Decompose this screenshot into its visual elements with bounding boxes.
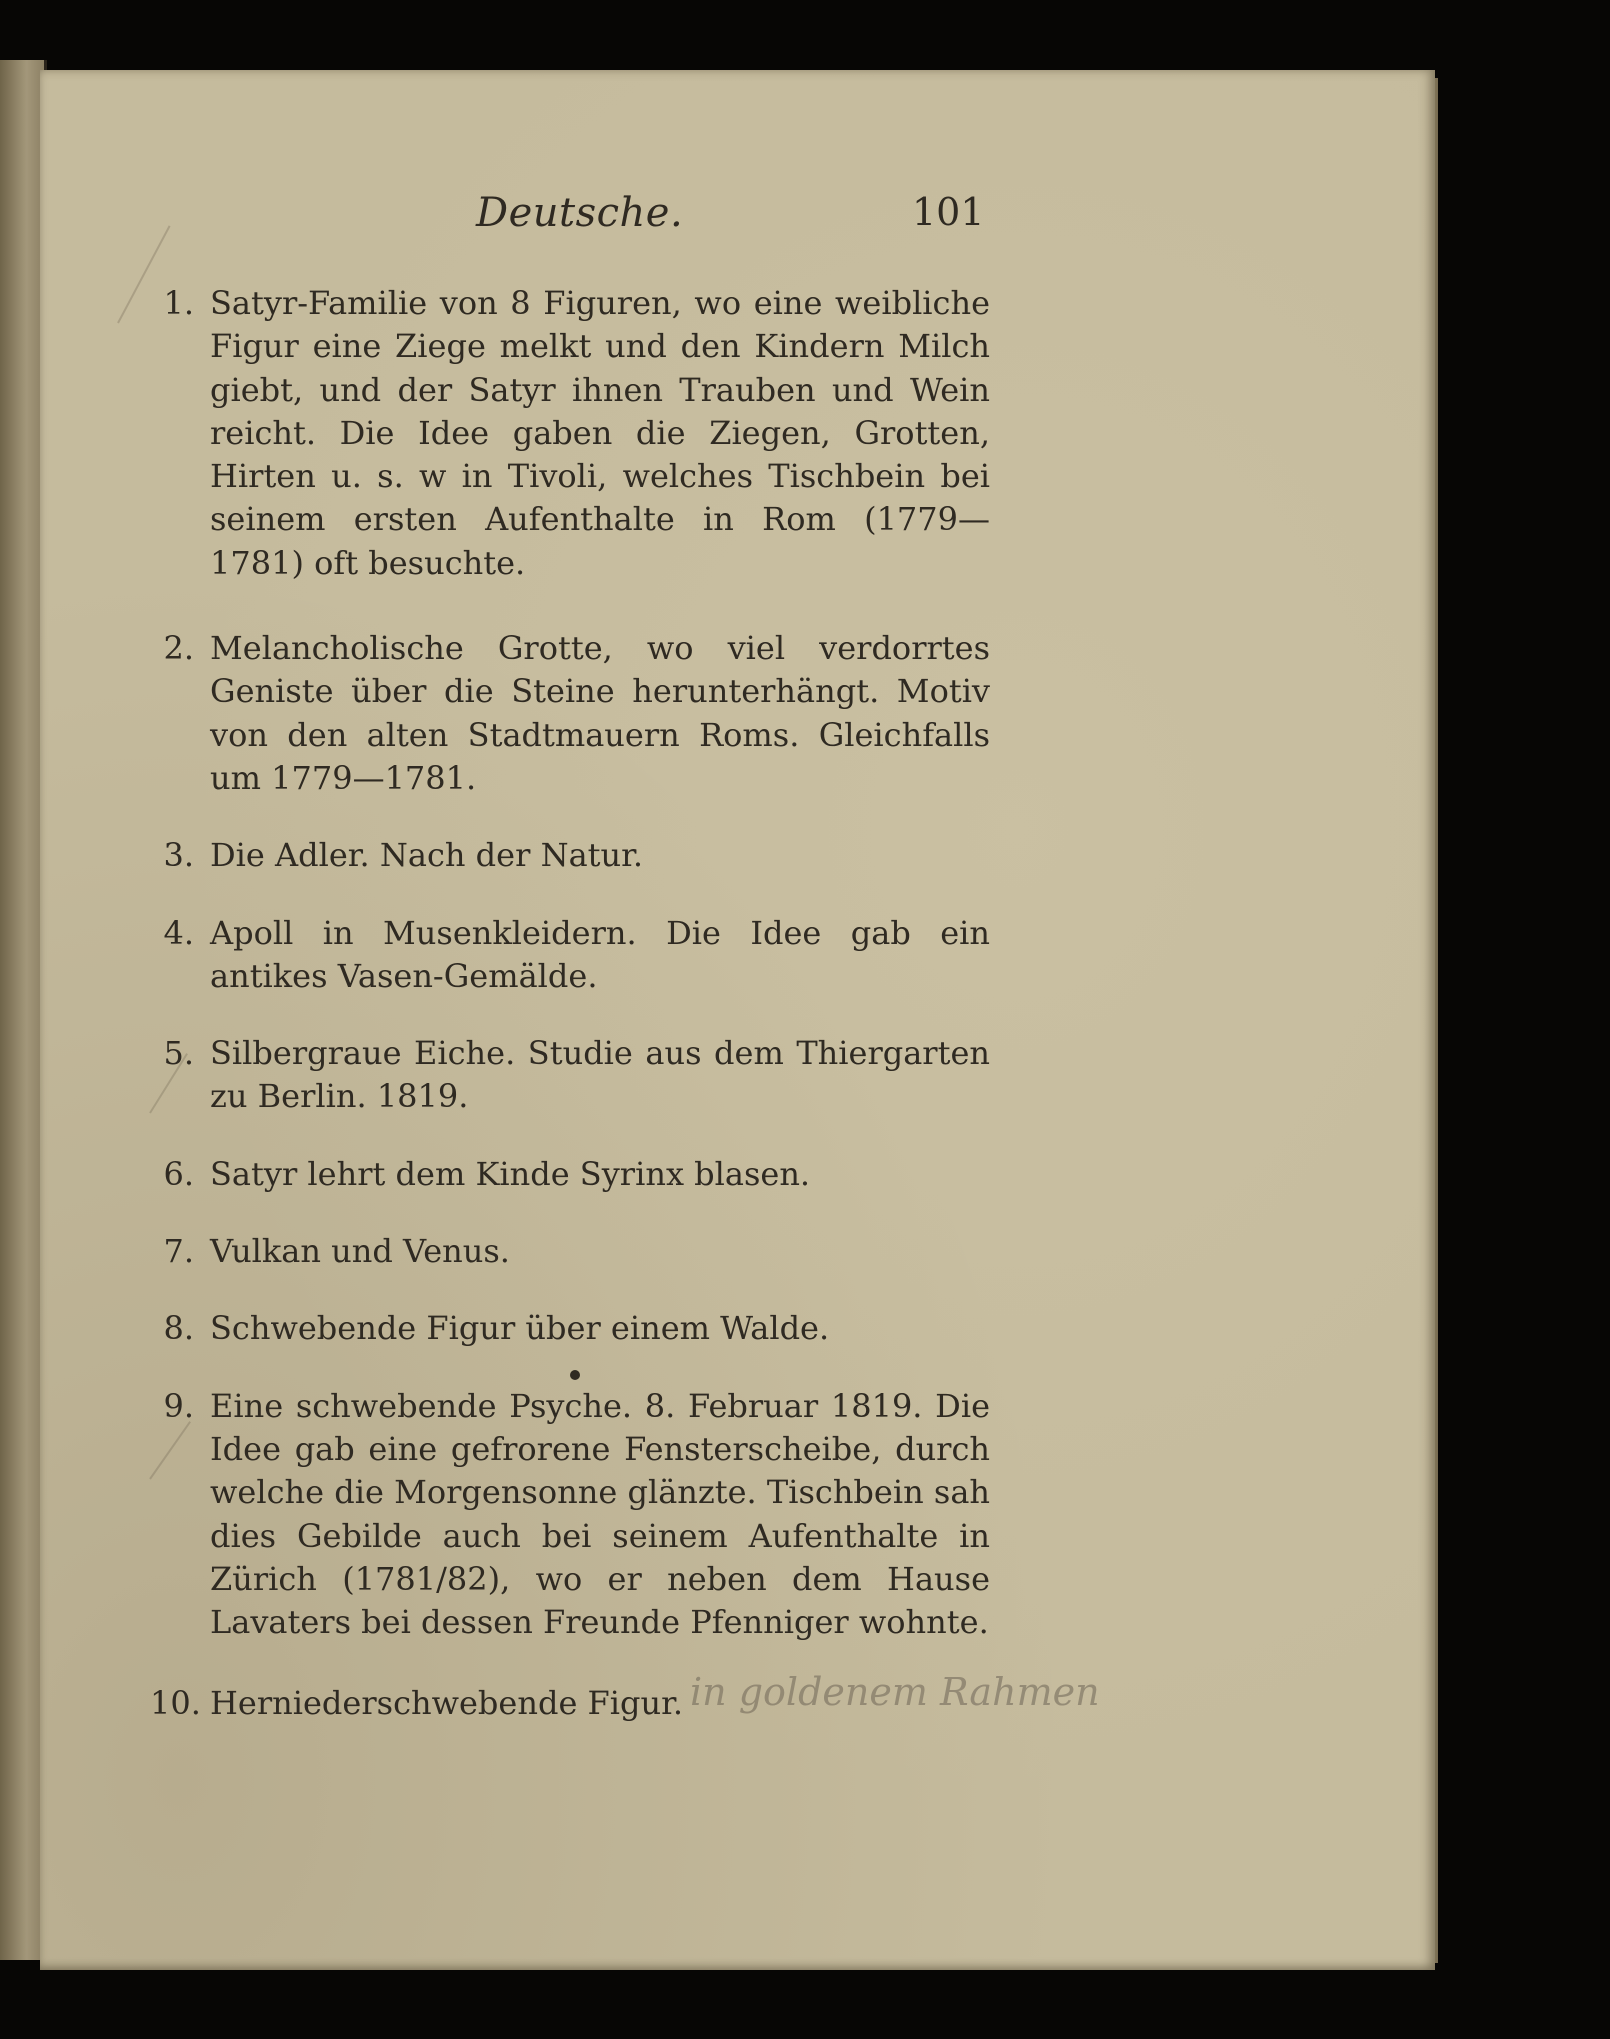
entry-text: Die Adler. Nach der Natur. (210, 836, 644, 875)
entry-number: 7. (163, 1232, 194, 1271)
catalogue-entry-1 (150, 282, 990, 585)
page-number: 101 (912, 190, 985, 234)
catalogue-entry-2 (150, 627, 990, 800)
page-header (0, 190, 1610, 250)
entry-number: 9. (163, 1386, 194, 1425)
catalogue-entry-7 (150, 1230, 990, 1273)
entry-text: Vulkan und Venus. (210, 1232, 510, 1271)
entry-text: Silbergraue Eiche. Studie aus dem Thiergarten zu Berlin. 1819. (210, 1034, 990, 1116)
entry-text: Melancholische Grotte, wo viel verdorrtes Geniste über die Steine herunterhängt. Motiv von den alten Stadtmauern Roms. Gleichfalls um 1779—1781. (210, 629, 990, 797)
entry-number: 1. (163, 284, 194, 322)
entry-number: 3. (163, 836, 194, 875)
pencil-annotation (690, 1670, 1180, 1760)
entry-text: Satyr lehrt dem Kinde Syrinx blasen. (210, 1154, 811, 1193)
entry-number: 6. (163, 1154, 194, 1193)
entry-number: 10. (150, 1684, 201, 1723)
entry-text: Schwebende Figur über einem Walde. (210, 1309, 830, 1348)
entry-text: Satyr-Familie von 8 Figuren, wo eine weibliche Figur eine Ziege melkt und den Kindern Milch giebt, und der Satyr ihnen Trauben und Wein reicht. Die Idee gaben die Ziegen, Grotten, Hirten u. s. w in Tivoli, welches Tischbein bei seinem ersten Aufenthalte in Rom (1779—1781) oft besuchte. (210, 284, 990, 582)
catalogue-list (150, 282, 990, 1726)
entry-number: 2. (163, 629, 194, 668)
entry-number: 8. (163, 1309, 194, 1348)
handwritten-note: in goldenem Rahmen (690, 1670, 1100, 1714)
catalogue-entry-8 (150, 1307, 990, 1350)
catalogue-entry-6 (150, 1153, 990, 1196)
printed-dot-mark (570, 1370, 580, 1380)
catalogue-entry-3 (150, 834, 990, 877)
entry-text: Apoll in Musenkleidern. Die Idee gab ein antikes Vasen-Gemälde. (210, 913, 990, 995)
entry-number: 4. (163, 913, 194, 952)
catalogue-entry-4 (150, 912, 990, 999)
running-title: Deutsche. (476, 190, 684, 236)
entry-text: Herniederschwebende Figur. (210, 1684, 684, 1723)
catalogue-entry-5 (150, 1032, 990, 1119)
entry-number: 5. (163, 1034, 194, 1073)
catalogue-entry-9 (150, 1385, 990, 1645)
entry-text: Eine schwebende Psyche. 8. Februar 1819. Die Idee gab eine gefrorene Fensterscheibe, durch welche die Morgensonne glänzte. Tischbein sah dies Gebilde auch bei seinem Aufenthalte in Zürich (1781/82), wo er neben dem Hause Lavaters bei dessen Freunde Pfenniger wohnte. (210, 1386, 990, 1642)
